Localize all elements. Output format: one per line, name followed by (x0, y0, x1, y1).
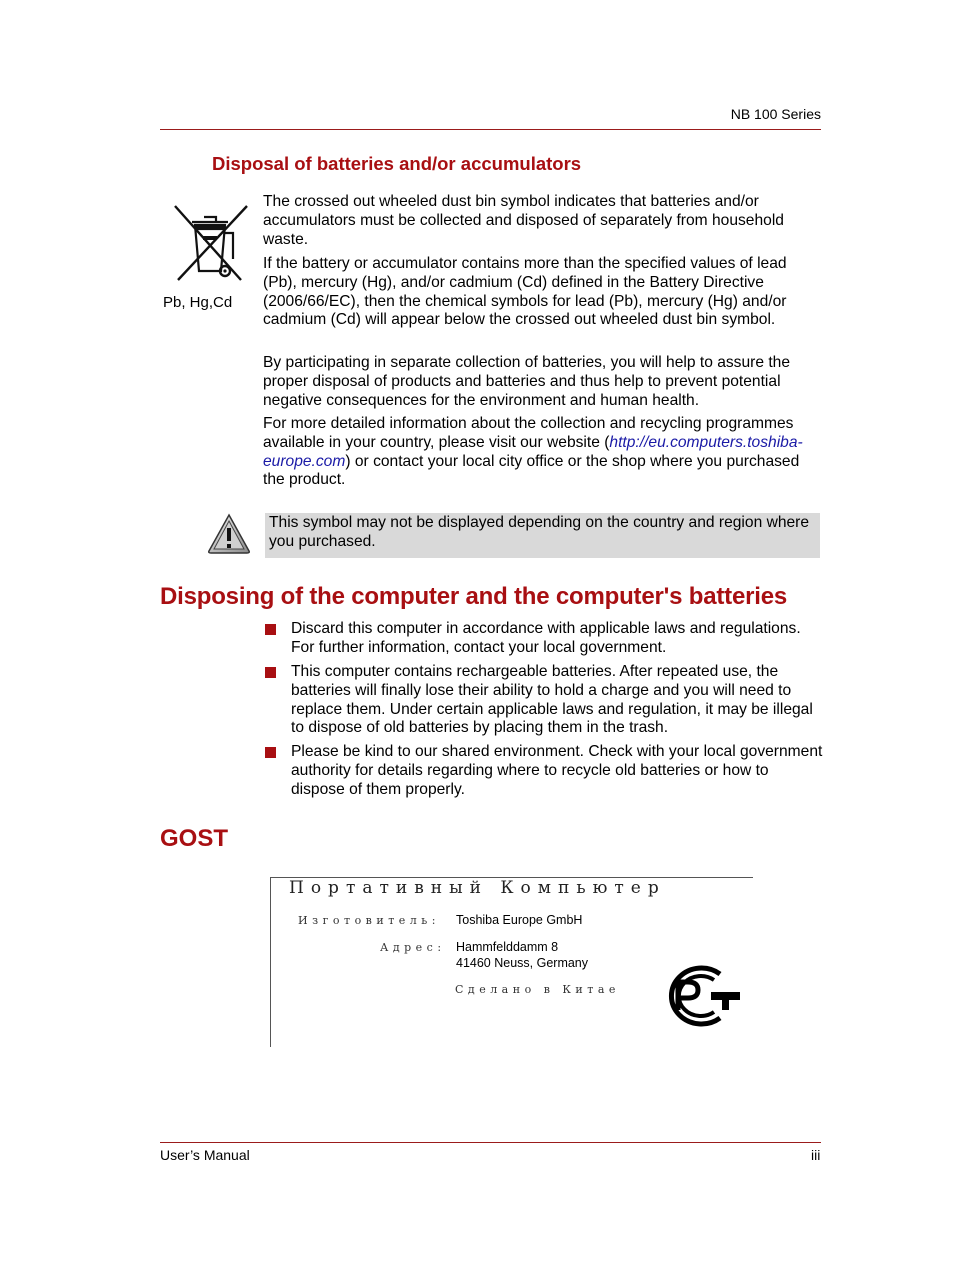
section-heading-gost: GOST (160, 825, 229, 852)
section-heading-batteries: Disposal of batteries and/or accumulators (212, 153, 582, 174)
gost-frame-left (270, 877, 271, 1047)
gost-address-line2: 41460 Neuss, Germany (456, 956, 589, 970)
gost-product-title: Портативный Компьютер (289, 878, 666, 898)
pct-certification-logo (656, 964, 742, 1028)
note-box: This symbol may not be displayed depending on the country and region where you purchased. (265, 513, 820, 558)
bullet-item: Please be kind to our shared environment. Check with your local government authority for details regarding where to recycle old batteries or how to dispose of them properly. (291, 743, 823, 798)
header-rule (160, 129, 821, 130)
page-number: iii (811, 1147, 821, 1163)
bullet-marker (265, 667, 276, 678)
bullet-item: This computer contains rechargeable batteries. After repeated use, the batteries will finally lose their ability to hold a charge and you will need to replace them. Under certain applicable laws and regulation, it may be illegal to dispose of old batteries by placing them in the trash. (291, 663, 813, 737)
crossed-bin-icon (170, 203, 252, 283)
gost-made-in: Сделано в Китае (455, 983, 620, 996)
gost-manufacturer-value: Toshiba Europe GmbH (456, 913, 583, 927)
section-heading-disposing: Disposing of the computer and the computer's batteries (160, 583, 787, 610)
paragraph-separate-collection: By participating in separate collection of batteries, you will help to assure the proper disposal of products and batteries and thus help to prevent potential negative consequences for the environment and human health. (263, 354, 791, 409)
footer-rule (160, 1142, 821, 1143)
gost-manufacturer-label: Изготовитель: (298, 914, 440, 927)
website-link[interactable]: http://eu.computers.toshiba-europe.com (263, 433, 803, 470)
footer-manual-title: User’s Manual (160, 1147, 250, 1163)
paragraph-text-before-link: For more detailed information about the collection and recycling programmes available in your country, please visit our website ( (263, 415, 794, 451)
gost-address-label: Адрес: (380, 941, 446, 954)
running-header: NB 100 Series (730, 106, 821, 122)
paragraph-chemical-symbols: If the battery or accumulator contains more than the specified values of lead (Pb), mercury (Hg), and/or cadmium (Cd) defined in the Battery Directive (2006/66/EC), then the chemical symbols for lead (Pb), mercury (Hg) and/or cadmium (Cd) will appear below the crossed out wheeled dust bin symbol. (263, 255, 787, 329)
paragraph-bin-symbol: The crossed out wheeled dust bin symbol indicates that batteries and/or accumulators must be collected and disposed of separately from household waste. (263, 193, 784, 248)
gost-address-line1: Hammfelddamm 8 (456, 940, 559, 954)
paragraph-more-information (263, 415, 823, 490)
warning-icon (207, 513, 251, 555)
paragraph-text-after-link: ) or contact your local city office or the shop where you purchased the product. (263, 452, 800, 489)
bullet-marker (265, 624, 276, 635)
bullet-marker (265, 747, 276, 758)
bin-icon-caption: Pb, Hg,Cd (163, 294, 233, 311)
bullet-item: Discard this computer in accordance with applicable laws and regulations. For further information, contact your local government. (291, 620, 801, 656)
